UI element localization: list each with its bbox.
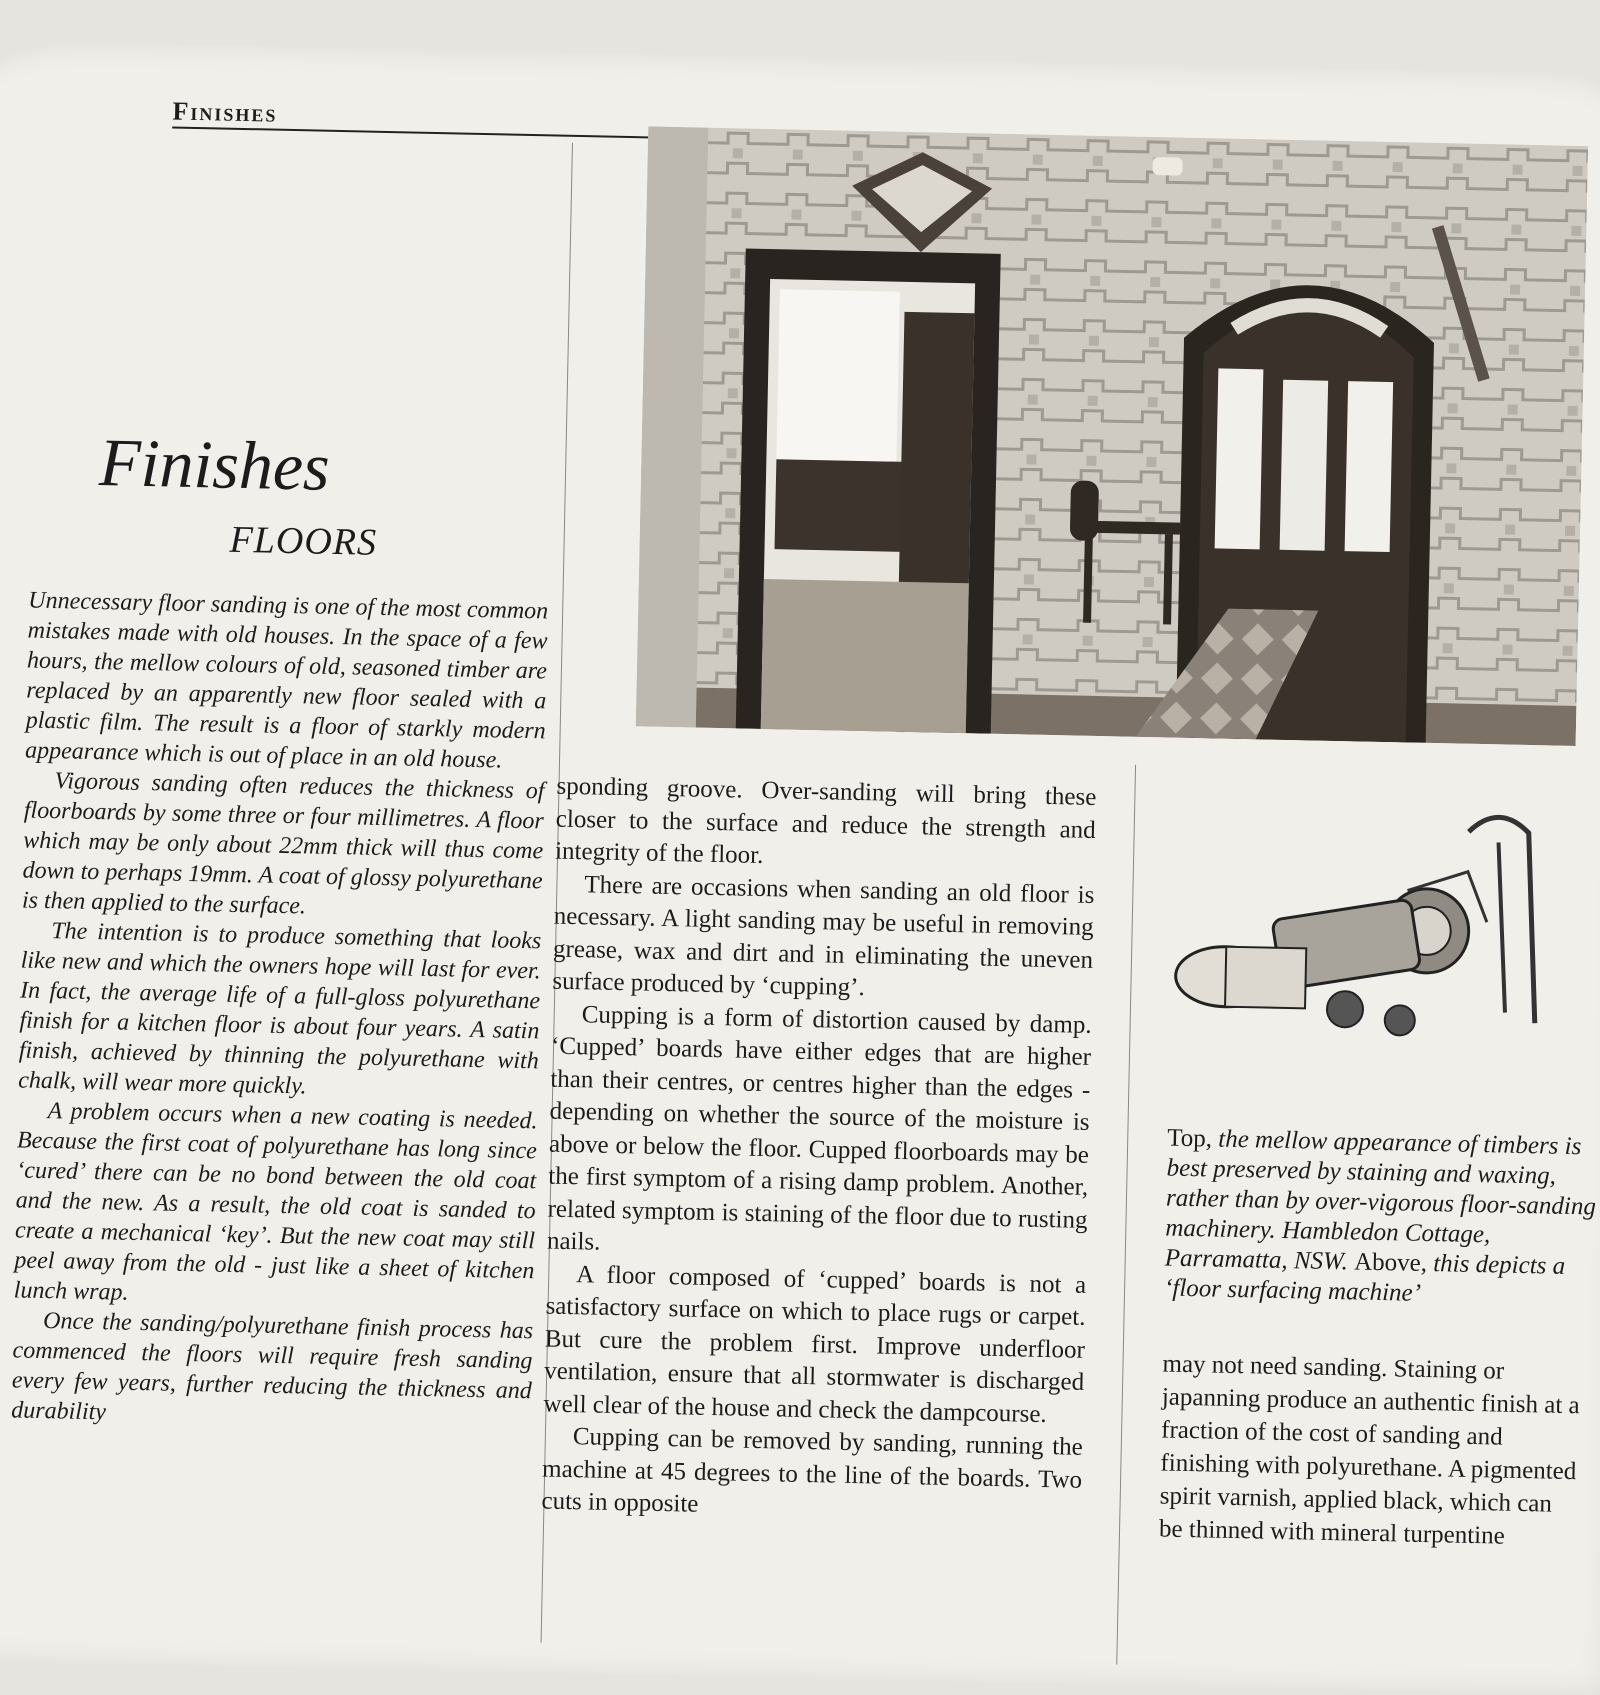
caption-text: the mellow appearance of timbers is best preserved by staining and waxing, rather than by over-vigorous floor-sanding machinery. Hambledon Cottage, Parramatta, NSW.: [1164, 1125, 1597, 1276]
caption-text: this depicts a ‘floor surfacing machine’: [1163, 1250, 1566, 1307]
paragraph: Cupping can be removed by sanding, running the machine at 45 degrees to the line of the boards. Two cuts in opposite: [541, 1423, 1084, 1518]
paragraph: may not need sanding. Staining or japanning produce an authentic finish at a fraction of the cost of sanding and finishing with polyurethane. A pigmented spirit varnish, applied black, which can be thinned with mineral turpentine: [1158, 1350, 1580, 1550]
paragraph: sponding groove. Over-sanding will bring these closer to the surface and reduce the strength and integrity of the floor.: [554, 772, 1097, 870]
paragraph: Unnecessary floor sanding is one of the most common mistakes made with old houses. In the space of a few hours, the mellow colours of old, seasoned timber are replaced by an apparently new floor sealed with a plastic film. The result is a floor of starkly modern appearance which is out of place in an old house.: [24, 587, 549, 774]
text-column-1: [11, 586, 548, 1437]
floor-surfacing-machine-drawing: [1163, 756, 1600, 1095]
book-page: [0, 40, 1600, 1695]
paragraph: A floor composed of ‘cupped’ boards is not a satisfactory surface on which to place rugs or carpet. But cure the problem first. Improve underfloor ventilation, ensure that all stormwater is discharged well clear of the house and check the dampcourse.: [543, 1260, 1087, 1428]
paragraph: A problem occurs when a new coating is needed. Because the first coat of polyurethane has long since ‘cured’ there can be no bond between the old coat and the new. As a result, the old coat is sanded to create a mechanical ‘key’. But the new coat may still peel away from the old - just like a sheet of kitchen lunch wrap.: [13, 1098, 538, 1306]
running-head: Finishes: [172, 96, 278, 128]
figure-caption: [1164, 1124, 1600, 1313]
page-title: Finishes: [98, 424, 331, 505]
caption-lead: Above,: [1353, 1248, 1428, 1277]
caption-lead: Top,: [1166, 1124, 1213, 1153]
column-divider: [1116, 765, 1136, 1665]
hallway-photo: [636, 126, 1588, 746]
text-column-2: [541, 771, 1097, 1530]
paragraph: The intention is to produce something that looks like new and which the owners hope will last for ever. In fact, the average life of a full-gloss polyurethane finish for a kitchen floor is about four years. A satin finish, achieved by thinning the polyurethane with chalk, will wear more quickly.: [17, 918, 542, 1100]
paragraph: Cupping is a form of distortion caused by damp. ‘Cupped’ boards have either edges that are higher than their centres, or centres higher than the edges - depending on whether the source of the moisture is above or below the floor. Cupped floorboards may be the first symptom of a rising damp problem. Another, related symptom is staining of the floor due to rusting nails.: [546, 1000, 1092, 1256]
text-column-3: [1159, 1347, 1583, 1554]
paragraph: Once the sanding/polyurethane finish process has commenced the floors will require fresh sanding every few years, further reducing the thickness and durability: [11, 1308, 534, 1426]
paragraph: Vigorous sanding often reduces the thickness of floorboards by some three or four millimetres. A floor which may be only about 22mm thick will thus come down to perhaps 19mm. A coat of glossy polyurethane is then applied to the surface.: [21, 768, 545, 920]
section-heading: FLOORS: [229, 518, 378, 564]
paragraph: There are occasions when sanding an old floor is necessary. A light sanding may be useful in removing grease, wax and dirt and in eliminating the uneven surface produced by ‘cupping’.: [552, 870, 1095, 1002]
